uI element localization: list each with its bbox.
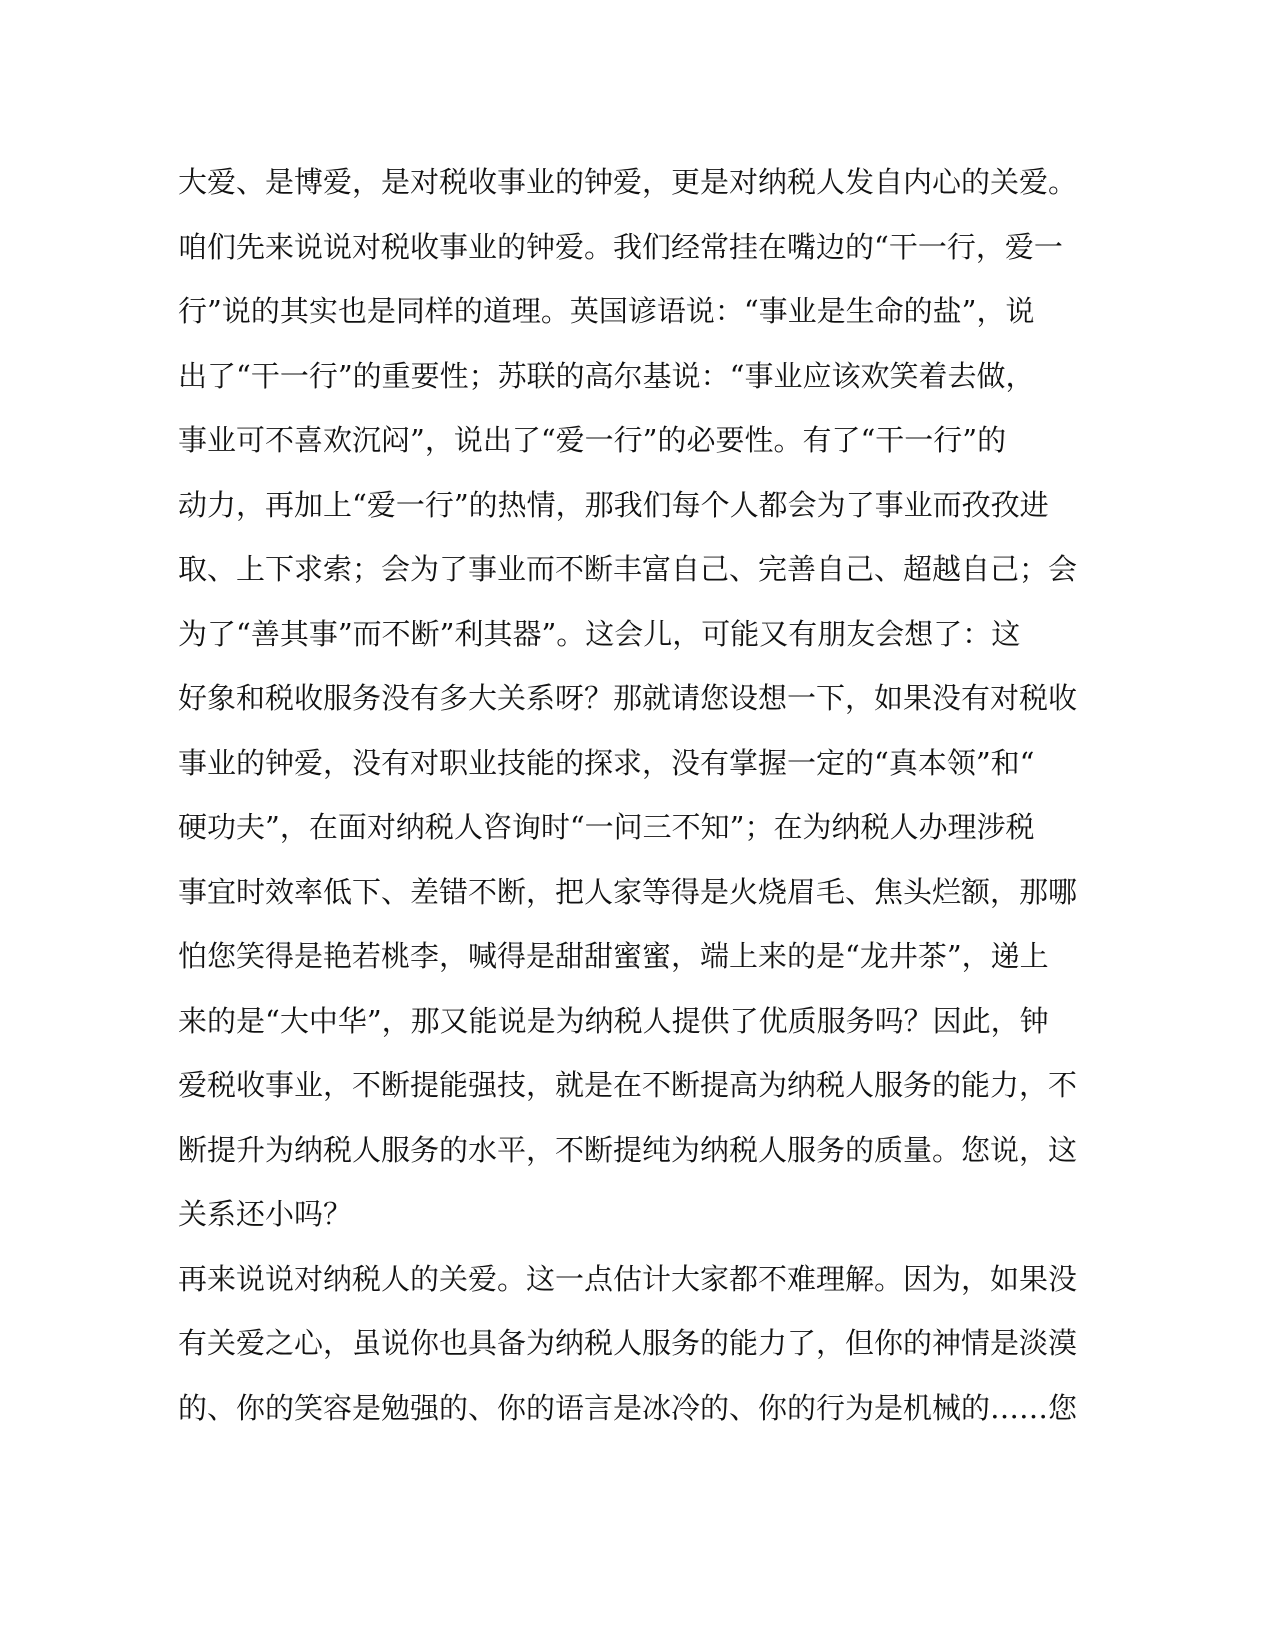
text-line: 再来说说对纳税人的关爱。这一点估计大家都不难理解。因为，如果没 [178, 1261, 1078, 1296]
text-line: 取、上下求索；会为了事业而不断丰富自己、完善自己、超越自己；会 [178, 552, 1078, 586]
text-line: 怕您笑得是艳若桃李，喊得是甜甜蜜蜜，端上来的是“龙井茶”，递上 [178, 939, 1049, 973]
text-line: 行”说的其实也是同样的道理。英国谚语说：“事业是生命的盐”，说 [178, 294, 1035, 328]
text-line: 断提升为纳税人服务的水平，不断提纯为纳税人服务的质量。您说，这 [178, 1132, 1078, 1167]
text-line: 咱们先来说说对税收事业的钟爱。我们经常挂在嘴边的“干一行，爱一 [178, 229, 1063, 264]
text-line: 的、你的笑容是勉强的、你的语言是冰冷的、你的行为是机械的……您 [178, 1390, 1078, 1425]
text-line: 关系还小吗？ [178, 1197, 353, 1231]
body-text [178, 150, 1098, 1440]
text-line: 硬功夫”，在面对纳税人咨询时“一问三不知”；在为纳税人办理涉税 [178, 810, 1035, 844]
text-line: 大爱、是博爱，是对税收事业的钟爱，更是对纳税人发自内心的关爱。 [178, 165, 1078, 199]
text-line: 动力，再加上“爱一行”的热情，那我们每个人都会为了事业而孜孜进 [178, 487, 1049, 522]
text-line: 事业的钟爱，没有对职业技能的探求，没有掌握一定的“真本领”和“ [178, 745, 1035, 780]
text-line: 爱税收事业，不断提能强技，就是在不断提高为纳税人服务的能力，不 [178, 1068, 1078, 1102]
text-line: 好象和税收服务没有多大关系呀？那就请您设想一下，如果没有对税收 [178, 681, 1078, 715]
text-line: 事宜时效率低下、差错不断，把人家等得是火烧眉毛、焦头烂额，那哪 [178, 874, 1078, 909]
text-line: 为了“善其事”而不断”利其器”。这会儿，可能又有朋友会想了：这 [178, 616, 1021, 651]
text-line: 事业可不喜欢沉闷”，说出了“爱一行”的必要性。有了“干一行”的 [178, 423, 1007, 457]
text-line: 出了“干一行”的重要性；苏联的高尔基说：“事业应该欢笑着去做， [178, 358, 1035, 393]
text-line: 来的是“大中华”，那又能说是为纳税人提供了优质服务吗？因此，钟 [178, 1003, 1049, 1038]
text-line: 有关爱之心，虽说你也具备为纳税人服务的能力了，但你的神情是淡漠 [178, 1326, 1078, 1360]
